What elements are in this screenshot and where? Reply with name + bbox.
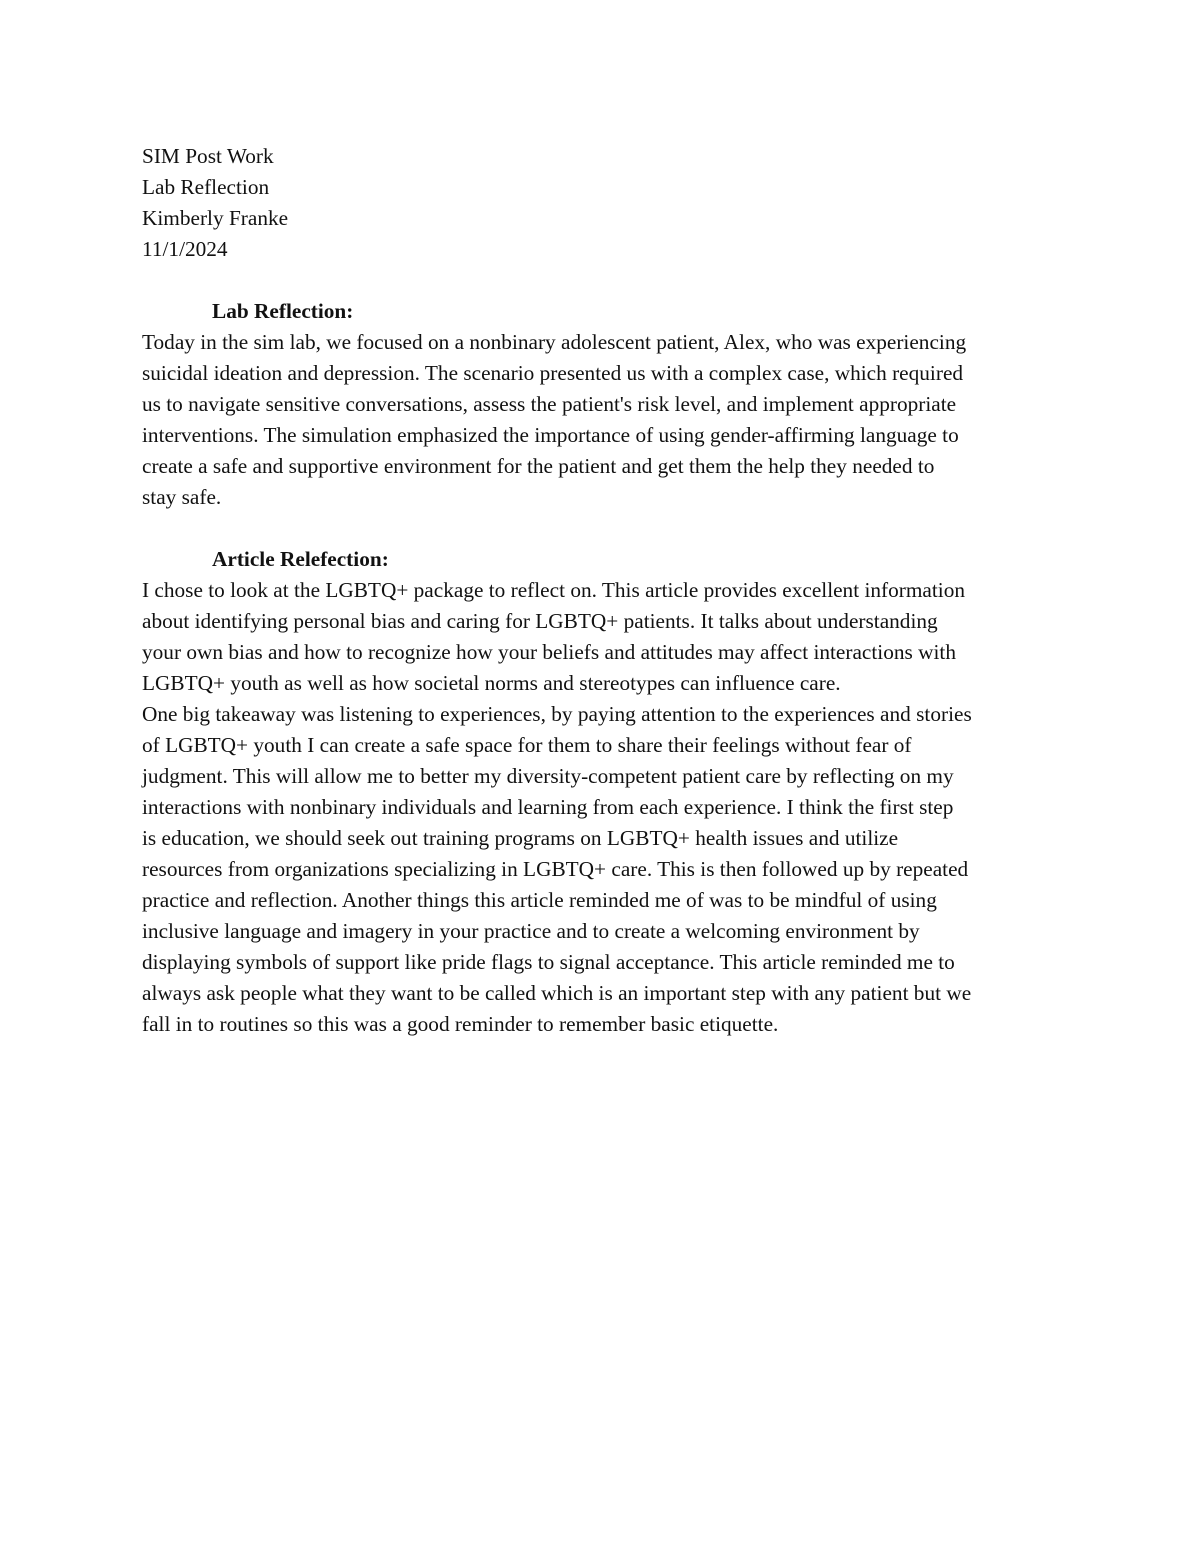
paragraph-line: is education, we should seek out training programs on LGBTQ+ health issues and utilize: [142, 826, 899, 850]
paragraph-line: create a safe and supportive environment for the patient and get them the help they needed to: [142, 454, 935, 478]
paragraph-line: us to navigate sensitive conversations, assess the patient's risk level, and implement appropriate: [142, 392, 957, 416]
paragraph-line: I chose to look at the LGBTQ+ package to reflect on. This article provides excellent information: [142, 578, 965, 602]
author-name: Kimberly Franke: [142, 206, 289, 230]
spacer: [142, 265, 1072, 296]
spacer: [142, 513, 1072, 544]
paragraph-line: judgment. This will allow me to better my diversity-competent patient care by reflecting on my: [142, 764, 954, 788]
lab-reflection-heading: Lab Reflection:: [212, 299, 354, 323]
paragraph-line: One big takeaway was listening to experiences, by paying attention to the experiences and stories: [142, 702, 972, 726]
paragraph-line: your own bias and how to recognize how your beliefs and attitudes may affect interactions with: [142, 640, 956, 664]
paragraph-line: LGBTQ+ youth as well as how societal norms and stereotypes can influence care.: [142, 671, 841, 695]
paragraph-line: about identifying personal bias and caring for LGBTQ+ patients. It talks about understanding: [142, 609, 938, 633]
paragraph-line: suicidal ideation and depression. The scenario presented us with a complex case, which required: [142, 361, 964, 385]
document-body: [142, 141, 1072, 1040]
paragraph-line: of LGBTQ+ youth I can create a safe space for them to share their feelings without fear of: [142, 733, 912, 757]
paragraph-line: stay safe.: [142, 485, 222, 509]
course-title: SIM Post Work: [142, 144, 274, 168]
lab-reflection-section: [142, 296, 1072, 513]
assignment-title: Lab Reflection: [142, 175, 270, 199]
paragraph-line: fall in to routines so this was a good reminder to remember basic etiquette.: [142, 1012, 779, 1036]
document-date: 11/1/2024: [142, 237, 228, 261]
paragraph-line: resources from organizations specializing in LGBTQ+ care. This is then followed up by repeated: [142, 857, 969, 881]
paragraph-line: displaying symbols of support like pride flags to signal acceptance. This article reminded me to: [142, 950, 955, 974]
paragraph-line: always ask people what they want to be called which is an important step with any patient but we: [142, 981, 972, 1005]
paragraph-line: inclusive language and imagery in your practice and to create a welcoming environment by: [142, 919, 920, 943]
paragraph-line: practice and reflection. Another things this article reminded me of was to be mindful of using: [142, 888, 937, 912]
paragraph-line: interventions. The simulation emphasized the importance of using gender-affirming language to: [142, 423, 959, 447]
paragraph-line: interactions with nonbinary individuals and learning from each experience. I think the first step: [142, 795, 954, 819]
article-reflection-section: [142, 544, 1072, 1040]
article-reflection-heading: Article Relefection:: [212, 547, 389, 571]
paragraph-line: Today in the sim lab, we focused on a nonbinary adolescent patient, Alex, who was experiencing: [142, 330, 967, 354]
document-header: [142, 141, 1072, 265]
